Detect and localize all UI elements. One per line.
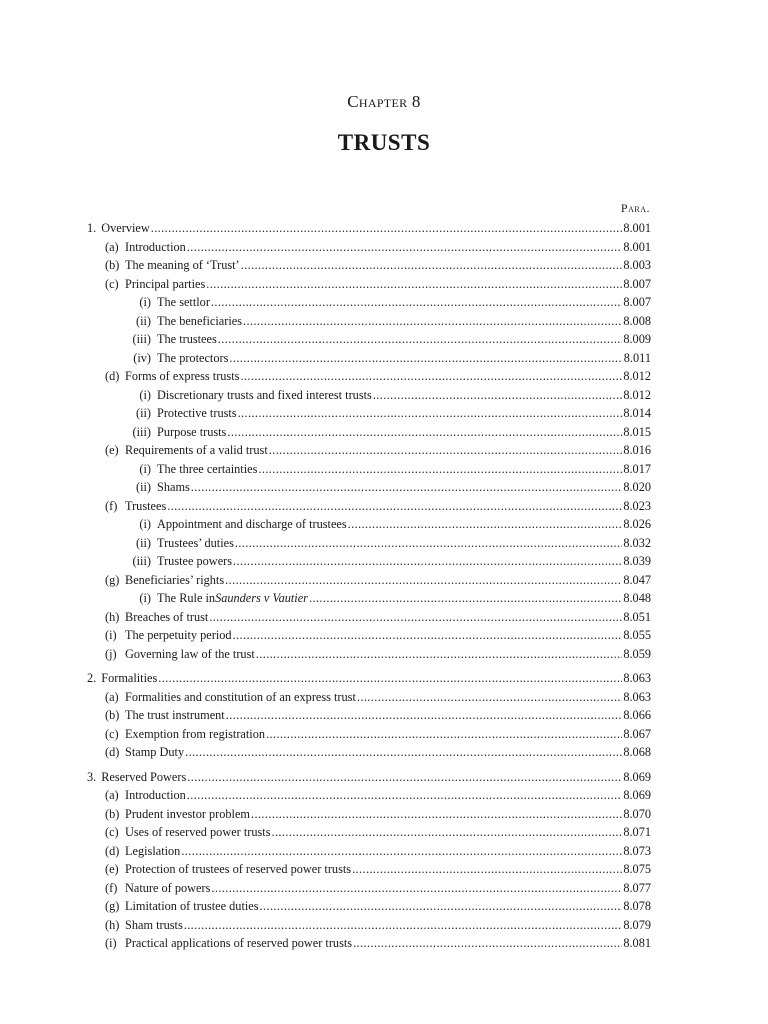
toc-entry-number: (f) xyxy=(105,880,118,895)
toc-entry-text: Nature of powers xyxy=(125,880,211,895)
toc-entry[interactable] xyxy=(87,706,651,725)
toc-entry-text: The three certainties xyxy=(157,461,258,476)
toc-entry-text: Trustee powers xyxy=(157,554,233,568)
toc-entry-text: The protectors xyxy=(157,350,229,365)
toc-entry-text: The trustees xyxy=(157,332,217,346)
chapter-title: TRUSTS xyxy=(337,130,431,155)
toc-entry-label xyxy=(87,589,308,608)
toc-entry-para-ref: 8.016 xyxy=(623,443,651,457)
toc-entry[interactable] xyxy=(87,805,651,824)
toc-entry-para-ref: 8.007 xyxy=(623,276,651,291)
dot-leader xyxy=(211,879,622,898)
dot-leader xyxy=(158,669,622,688)
dot-leader xyxy=(209,608,622,627)
toc-entry-label xyxy=(87,238,186,257)
toc-entry-label xyxy=(87,534,234,553)
toc-entry-text: Stamp Duty xyxy=(125,745,185,759)
dot-leader xyxy=(187,768,622,787)
toc-entry-number: (i) xyxy=(105,628,117,642)
toc-entry-para-ref: 8.079 xyxy=(623,917,651,932)
toc-entry-number: (i) xyxy=(105,936,117,950)
toc-entry-text: Prudent investor problem xyxy=(125,806,250,821)
dot-leader xyxy=(227,423,622,442)
toc-entry-text: Principal parties xyxy=(125,276,206,291)
toc-entry-text: The perpetuity period xyxy=(125,628,232,642)
toc-entry-text: Formalities xyxy=(101,671,158,685)
toc-entry-number: (iii) xyxy=(132,332,151,346)
toc-entry-number: (d) xyxy=(105,369,120,383)
dot-leader xyxy=(243,312,622,331)
toc-entry-label xyxy=(87,805,250,824)
toc-entry-para-ref: 8.078 xyxy=(623,899,651,913)
toc-entry-label xyxy=(87,879,210,898)
toc-entry-para-ref: 8.070 xyxy=(623,806,651,821)
toc-entry-para-ref: 8.032 xyxy=(623,535,651,550)
toc-entry-text: Protective trusts xyxy=(157,406,237,420)
toc-entry-para-ref: 8.077 xyxy=(623,880,651,895)
toc-entry-text: The Rule in xyxy=(157,591,216,605)
toc-entry-number: (b) xyxy=(105,708,120,722)
toc-entry[interactable] xyxy=(87,367,651,386)
toc-entry-number: 3. xyxy=(87,769,97,784)
toc-entry[interactable] xyxy=(87,768,651,787)
toc-entry-label xyxy=(87,460,257,479)
dot-leader xyxy=(191,478,623,497)
dot-leader xyxy=(233,626,623,645)
toc-entry[interactable] xyxy=(87,842,651,861)
dot-leader xyxy=(348,515,623,534)
toc-entry[interactable] xyxy=(87,312,651,331)
toc-entry[interactable] xyxy=(87,688,651,707)
toc-entry-text: Purpose trusts xyxy=(157,424,227,439)
toc-entry-number: (iv) xyxy=(133,350,151,365)
toc-entry-label xyxy=(87,312,242,331)
toc-entry-text: Legislation xyxy=(125,843,181,858)
toc-entry-label xyxy=(87,916,183,935)
toc-entry-para-ref: 8.015 xyxy=(623,424,651,439)
toc-entry-para-ref: 8.081 xyxy=(623,936,651,950)
toc-entry-number: (i) xyxy=(139,517,151,531)
toc-entry-number: (b) xyxy=(105,258,120,272)
toc-entry-para-ref: 8.012 xyxy=(623,387,651,402)
toc-entry-label xyxy=(87,725,265,744)
toc-entry[interactable] xyxy=(87,823,651,842)
toc-entry-label xyxy=(87,669,157,688)
toc-entry-text: Formalities and constitution of an express trust xyxy=(125,689,356,704)
toc-entry[interactable] xyxy=(87,608,651,627)
toc-entry-number: (i) xyxy=(139,591,151,605)
dot-leader xyxy=(309,589,622,608)
dot-leader xyxy=(218,330,623,349)
toc-entry-number: (b) xyxy=(105,806,120,821)
dot-leader xyxy=(240,367,622,386)
toc-entry-para-ref: 8.020 xyxy=(623,480,651,494)
toc-entry-para-ref: 8.003 xyxy=(623,258,651,272)
toc-entry[interactable] xyxy=(87,219,651,238)
toc-entry-para-ref: 8.067 xyxy=(623,726,651,741)
toc-entry[interactable] xyxy=(87,349,651,368)
toc-entry-text: Shams xyxy=(157,480,190,494)
toc-entry-label xyxy=(87,256,240,275)
toc-entry-number: (e) xyxy=(105,443,119,457)
toc-entry-text: The beneficiaries xyxy=(157,313,243,328)
dot-leader xyxy=(187,786,623,805)
toc-entry-para-ref: 8.059 xyxy=(623,646,651,661)
toc-entry-text: Governing law of the trust xyxy=(125,646,255,661)
toc-entry-label xyxy=(87,478,190,497)
toc-entry-label xyxy=(87,786,186,805)
toc-entry-number: (h) xyxy=(105,917,120,932)
toc-entry-number: 2. xyxy=(87,671,97,685)
toc-entry-case-name: Saunders v Vautier xyxy=(215,591,308,605)
toc-entry-label xyxy=(87,219,150,238)
toc-entry-para-ref: 8.075 xyxy=(623,862,651,876)
toc-entry-para-ref: 8.017 xyxy=(623,461,651,476)
toc-entry-label xyxy=(87,626,232,645)
toc-entry-para-ref: 8.071 xyxy=(623,825,651,839)
toc-entry-para-ref: 8.023 xyxy=(623,498,651,513)
toc-entry-label xyxy=(87,275,205,294)
toc-entry-para-ref: 8.001 xyxy=(623,221,651,235)
toc-entry-label xyxy=(87,934,352,953)
toc-entry-para-ref: 8.014 xyxy=(623,406,651,420)
toc-entry-text: Uses of reserved power trusts xyxy=(125,825,271,839)
toc-entry-label xyxy=(87,860,351,879)
toc-entry-number: (g) xyxy=(105,572,120,587)
toc-entry-text: Practical applications of reserved power trusts xyxy=(125,936,353,950)
dot-leader xyxy=(256,645,623,664)
toc-entry-text: Protection of trustees of reserved power trusts xyxy=(125,862,352,876)
toc-entry-label xyxy=(87,743,184,762)
toc-entry[interactable] xyxy=(87,275,651,294)
dot-leader xyxy=(187,238,623,257)
dot-leader xyxy=(353,934,622,953)
dot-leader xyxy=(258,460,622,479)
dot-leader xyxy=(260,897,623,916)
toc-entry-para-ref: 8.069 xyxy=(623,788,651,802)
toc-entry-number: (f) xyxy=(105,498,118,513)
toc-entry[interactable] xyxy=(87,934,651,953)
toc-entry-para-ref: 8.047 xyxy=(623,572,651,587)
dot-leader xyxy=(251,805,622,824)
toc-entry-label xyxy=(87,349,228,368)
toc-entry-label xyxy=(87,842,180,861)
toc-entry[interactable] xyxy=(87,897,651,916)
toc-entry-text: The settlor xyxy=(157,295,210,309)
toc-entry-text: Breaches of trust xyxy=(125,609,209,624)
toc-entry-label xyxy=(87,768,186,787)
toc-entry[interactable] xyxy=(87,515,651,534)
dot-leader xyxy=(184,916,623,935)
toc-entry-para-ref: 8.007 xyxy=(623,295,651,309)
dot-leader xyxy=(211,293,622,312)
toc-entry-number: (i) xyxy=(139,387,151,402)
toc-entry-para-ref: 8.012 xyxy=(623,369,651,383)
toc-entry-text: Introduction xyxy=(125,788,186,802)
toc-entry-text: Overview xyxy=(101,221,150,235)
toc-entry-label xyxy=(87,645,255,664)
toc-entry-text: Beneficiaries’ rights xyxy=(125,572,225,587)
toc-entry-label xyxy=(87,571,224,590)
toc-entry-number: (ii) xyxy=(135,535,151,550)
dot-leader xyxy=(271,823,622,842)
dot-leader xyxy=(206,275,622,294)
toc-entry-number: (g) xyxy=(105,899,120,913)
toc-entry-number: (ii) xyxy=(135,480,151,494)
toc-entry[interactable] xyxy=(87,786,651,805)
toc-entry-para-ref: 8.051 xyxy=(623,609,651,624)
toc-entry-label xyxy=(87,367,239,386)
dot-leader xyxy=(225,571,622,590)
toc-entry[interactable] xyxy=(87,725,651,744)
toc-entry-para-ref: 8.009 xyxy=(623,332,651,346)
toc-entry-number: (j) xyxy=(105,646,117,661)
toc-entry[interactable] xyxy=(87,571,651,590)
toc-entry[interactable] xyxy=(87,441,651,460)
toc-entry[interactable] xyxy=(87,645,651,664)
toc-entry-text: Exemption from registration xyxy=(125,726,266,741)
toc-entry-text: The trust instrument xyxy=(125,708,225,722)
toc-entry[interactable] xyxy=(87,626,651,645)
toc-entry-label xyxy=(87,552,232,571)
toc-entry-text: Forms of express trusts xyxy=(125,369,240,383)
toc-entry-number: (iii) xyxy=(132,424,151,439)
toc-entry-text: The meaning of ‘Trust’ xyxy=(125,258,240,272)
toc-entry-label xyxy=(87,441,268,460)
toc-entry-para-ref: 8.039 xyxy=(623,554,651,568)
toc-entry-para-ref: 8.063 xyxy=(623,671,651,685)
toc-entry[interactable] xyxy=(87,860,651,879)
toc-entry[interactable] xyxy=(87,478,651,497)
toc-entry-number: (c) xyxy=(105,825,119,839)
toc-entry[interactable] xyxy=(87,404,651,423)
toc-entry-label xyxy=(87,897,259,916)
toc-entry[interactable] xyxy=(87,916,651,935)
toc-entry-text: Limitation of trustee duties xyxy=(125,899,259,913)
toc-entry[interactable] xyxy=(87,534,651,553)
dot-leader xyxy=(352,860,622,879)
toc-entry-text: Sham trusts xyxy=(125,917,183,932)
toc-entry-number: (a) xyxy=(105,239,119,254)
toc-entry-para-ref: 8.026 xyxy=(623,517,651,531)
toc-entry[interactable] xyxy=(87,743,651,762)
toc-entry-number: (ii) xyxy=(135,313,151,328)
toc-entry-number: 1. xyxy=(87,221,97,235)
chapter-heading: Chapter 8 xyxy=(347,92,421,111)
toc-entry-label xyxy=(87,497,166,516)
toc-entry[interactable] xyxy=(87,460,651,479)
dot-leader xyxy=(266,725,622,744)
dot-leader xyxy=(238,404,623,423)
toc-entry[interactable] xyxy=(87,423,651,442)
dot-leader xyxy=(269,441,623,460)
toc-entry-label xyxy=(87,823,270,842)
table-of-contents xyxy=(87,219,651,953)
toc-entry[interactable] xyxy=(87,497,651,516)
toc-entry-para-ref: 8.011 xyxy=(623,350,651,365)
toc-entry-number: (c) xyxy=(105,276,119,291)
dot-leader xyxy=(229,349,622,368)
toc-entry-number: (d) xyxy=(105,745,120,759)
toc-entry-para-ref: 8.008 xyxy=(623,313,651,328)
toc-entry-para-ref: 8.063 xyxy=(623,689,651,704)
toc-entry-number: (a) xyxy=(105,689,119,704)
toc-entry-number: (d) xyxy=(105,843,120,858)
toc-entry-label xyxy=(87,515,347,534)
toc-entry-label xyxy=(87,386,372,405)
toc-entry-para-ref: 8.048 xyxy=(623,591,651,605)
toc-entry-label xyxy=(87,404,237,423)
toc-entry-label xyxy=(87,330,217,349)
dot-leader xyxy=(241,256,623,275)
dot-leader xyxy=(181,842,622,861)
toc-entry[interactable] xyxy=(87,238,651,257)
dot-leader xyxy=(151,219,623,238)
toc-entry-text: Discretionary trusts and fixed interest trusts xyxy=(157,387,372,402)
toc-entry-label xyxy=(87,706,225,725)
para-column-label: Para. xyxy=(620,201,650,215)
toc-entry-text: Appointment and discharge of trustees xyxy=(157,517,347,531)
dot-leader xyxy=(226,706,623,725)
toc-entry-para-ref: 8.001 xyxy=(623,239,651,254)
toc-entry-para-ref: 8.069 xyxy=(623,769,651,784)
toc-entry-para-ref: 8.073 xyxy=(623,843,651,858)
toc-entry-number: (ii) xyxy=(135,406,151,420)
toc-entry[interactable] xyxy=(87,552,651,571)
dot-leader xyxy=(373,386,623,405)
toc-entry-number: (iii) xyxy=(132,554,151,568)
toc-entry-number: (i) xyxy=(139,461,151,476)
toc-entry[interactable] xyxy=(87,879,651,898)
toc-entry-number: (i) xyxy=(139,295,151,309)
dot-leader xyxy=(167,497,622,516)
toc-entry[interactable] xyxy=(87,669,651,688)
dot-leader xyxy=(235,534,622,553)
toc-entry-number: (a) xyxy=(105,788,119,802)
toc-entry-number: (e) xyxy=(105,862,119,876)
toc-entry-label xyxy=(87,608,208,627)
toc-entry-para-ref: 8.055 xyxy=(623,628,651,642)
toc-entry-label xyxy=(87,688,356,707)
toc-entry[interactable] xyxy=(87,386,651,405)
toc-entry-text: Trustees’ duties xyxy=(157,535,234,550)
toc-entry-text: Trustees xyxy=(125,498,167,513)
toc-entry-label xyxy=(87,293,210,312)
dot-leader xyxy=(233,552,622,571)
toc-entry-text: Introduction xyxy=(125,239,186,254)
toc-entry-para-ref: 8.066 xyxy=(623,708,651,722)
toc-entry-number: (c) xyxy=(105,726,119,741)
toc-entry-number: (h) xyxy=(105,609,120,624)
toc-entry[interactable] xyxy=(87,256,651,275)
toc-entry-text: Requirements of a valid trust xyxy=(125,443,268,457)
toc-entry[interactable] xyxy=(87,589,651,608)
toc-entry-text: Reserved Powers xyxy=(101,769,187,784)
toc-entry-label xyxy=(87,423,226,442)
dot-leader xyxy=(185,743,622,762)
toc-entry[interactable] xyxy=(87,293,651,312)
dot-leader xyxy=(357,688,622,707)
toc-entry-para-ref: 8.068 xyxy=(623,745,651,759)
toc-entry[interactable] xyxy=(87,330,651,349)
